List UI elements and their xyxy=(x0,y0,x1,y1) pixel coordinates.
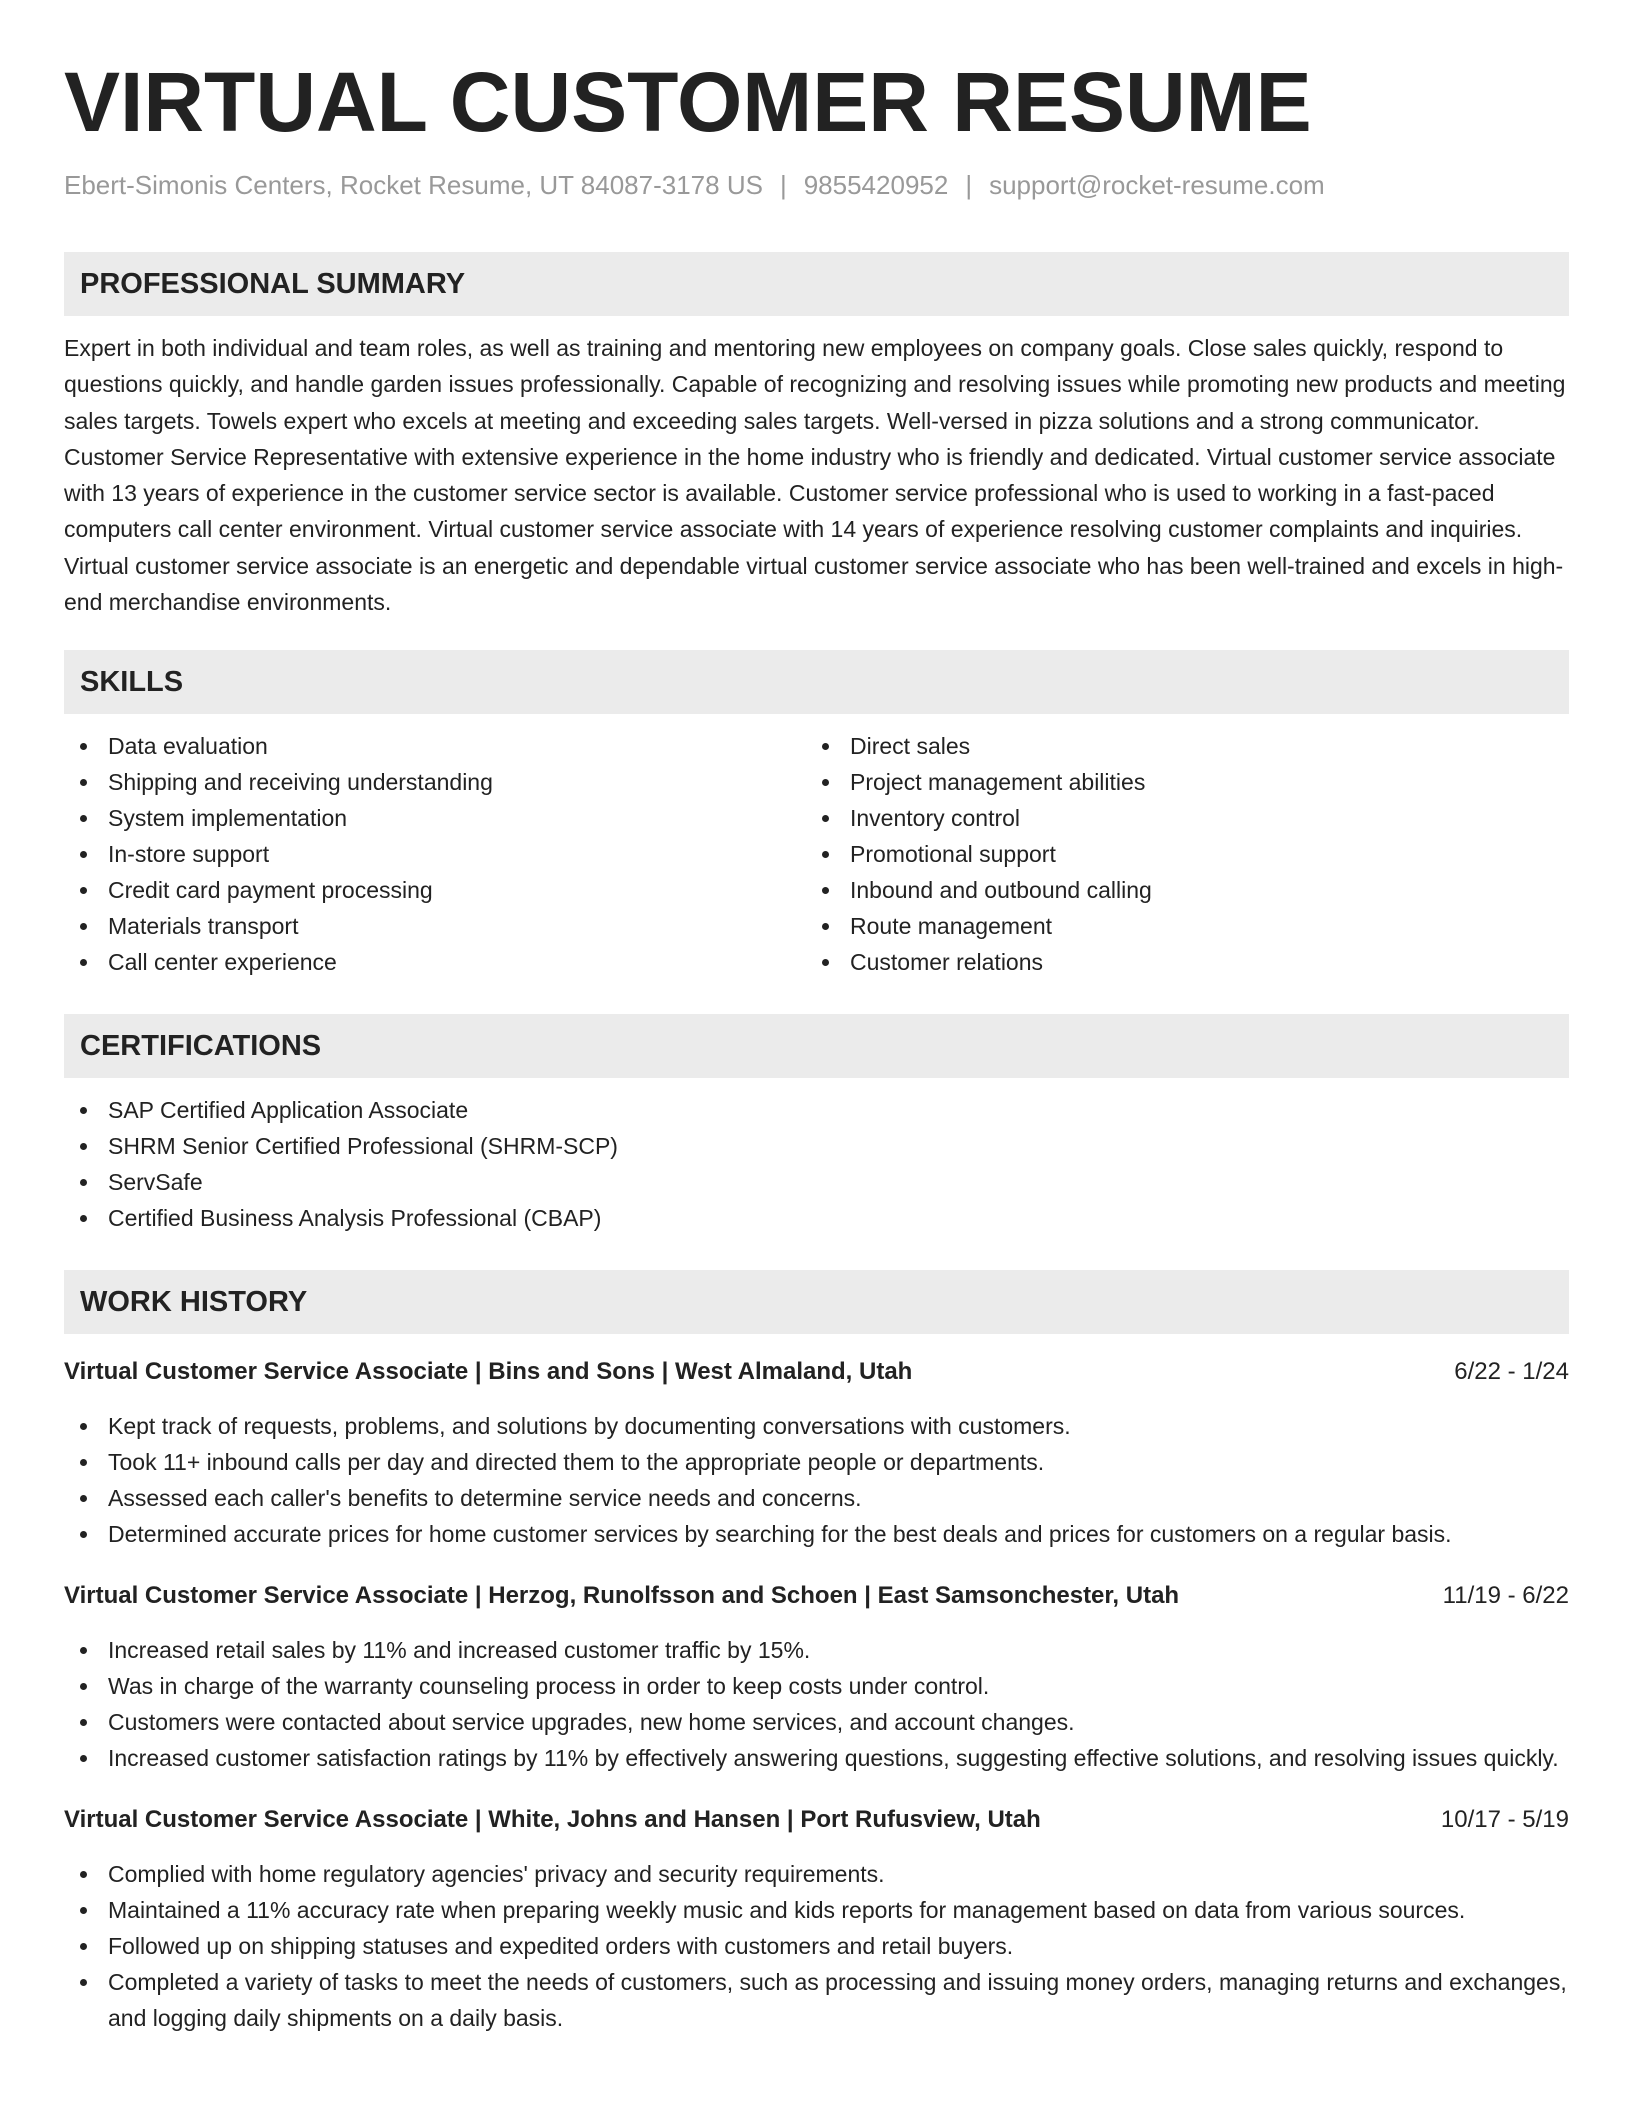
job-bullet xyxy=(64,1444,1569,1480)
job-dates: 6/22 - 1/24 xyxy=(1454,1358,1569,1386)
bullet-icon xyxy=(80,1459,87,1466)
job-bullet xyxy=(64,1480,1569,1516)
job-bullet-text: Kept track of requests, problems, and solutions by documenting conversations with customers. xyxy=(108,1413,1071,1440)
job-bullets xyxy=(64,1408,1569,1552)
bullet-icon xyxy=(80,1143,87,1150)
bullet-icon xyxy=(822,851,829,858)
skill-item xyxy=(806,944,1566,980)
job-bullet-text: Customers were contacted about service upgrades, new home services, and account changes. xyxy=(108,1709,1075,1736)
skill-label: Project management abilities xyxy=(850,769,1146,796)
job-bullet xyxy=(64,1668,1569,1704)
job-entry xyxy=(64,1354,1569,1552)
certification-item xyxy=(64,1164,1569,1200)
contact-phone: 9855420952 xyxy=(803,170,949,200)
job-bullet-text: Assessed each caller's benefits to determine service needs and concerns. xyxy=(108,1485,862,1512)
job-dates: 11/19 - 6/22 xyxy=(1442,1582,1569,1610)
skills-list-left xyxy=(64,728,806,980)
job-bullet-text: Maintained a 11% accuracy rate when preparing weekly music and kids reports for management based on data from various sources. xyxy=(108,1897,1466,1924)
job-entry xyxy=(64,1802,1569,2036)
job-bullet-text: Determined accurate prices for home customer services by searching for the best deals and prices for customers on a regular basis. xyxy=(108,1521,1452,1548)
bullet-icon xyxy=(80,1423,87,1430)
certification-label: SHRM Senior Certified Professional (SHRM-SCP) xyxy=(108,1133,618,1160)
skill-label: Inventory control xyxy=(850,805,1021,832)
job-bullet xyxy=(64,1516,1569,1552)
certification-item xyxy=(64,1128,1569,1164)
bullet-icon xyxy=(80,1531,87,1538)
skill-item xyxy=(64,908,806,944)
bullet-icon xyxy=(80,1755,87,1762)
certification-item xyxy=(64,1092,1569,1128)
section-header-certifications: CERTIFICATIONS xyxy=(64,1014,1569,1078)
contact-separator: | xyxy=(779,170,787,200)
bullet-icon xyxy=(80,1719,87,1726)
job-title: Virtual Customer Service Associate | Bins and Sons | West Almaland, Utah xyxy=(64,1358,913,1386)
job-bullet xyxy=(64,1408,1569,1444)
bullet-icon xyxy=(80,887,87,894)
bullet-icon xyxy=(822,959,829,966)
bullet-icon xyxy=(80,815,87,822)
skill-item xyxy=(806,800,1566,836)
skill-item xyxy=(64,764,806,800)
job-bullet-text: Completed a variety of tasks to meet the needs of customers, such as processing and issuing money orders, managing returns and exchanges, and logging daily shipments on a daily basis. xyxy=(108,1969,1567,2032)
job-header xyxy=(64,1802,1569,1838)
skill-item xyxy=(806,872,1566,908)
contact-line xyxy=(64,168,1569,202)
skill-item xyxy=(806,728,1566,764)
bullet-icon xyxy=(80,1943,87,1950)
bullet-icon xyxy=(80,851,87,858)
job-bullets xyxy=(64,1632,1569,1776)
job-bullet xyxy=(64,1632,1569,1668)
skill-label: Promotional support xyxy=(850,841,1056,868)
bullet-icon xyxy=(80,1215,87,1222)
job-bullet xyxy=(64,1704,1569,1740)
job-title: Virtual Customer Service Associate | White, Johns and Hansen | Port Rufusview, Utah xyxy=(64,1806,1041,1834)
contact-address: Ebert-Simonis Centers, Rocket Resume, UT 84087-3178 US xyxy=(64,170,763,200)
resume-title: VIRTUAL CUSTOMER RESUME xyxy=(64,55,1312,149)
job-title: Virtual Customer Service Associate | Herzog, Runolfsson and Schoen | East Samsonchester, Utah xyxy=(64,1582,1180,1610)
section-header-summary: PROFESSIONAL SUMMARY xyxy=(64,252,1569,316)
skill-label: In-store support xyxy=(108,841,270,868)
skill-label: Data evaluation xyxy=(108,733,268,760)
skill-item xyxy=(64,872,806,908)
bullet-icon xyxy=(80,1179,87,1186)
bullet-icon xyxy=(80,1107,87,1114)
bullet-icon xyxy=(80,1907,87,1914)
job-bullet-text: Was in charge of the warranty counseling process in order to keep costs under control. xyxy=(108,1673,990,1700)
job-bullet xyxy=(64,1928,1569,1964)
job-bullet xyxy=(64,1964,1569,2036)
certifications-list xyxy=(64,1092,1569,1236)
job-bullet-text: Increased retail sales by 11% and increased customer traffic by 15%. xyxy=(108,1637,811,1664)
skill-label: Customer relations xyxy=(850,949,1044,976)
certification-item xyxy=(64,1200,1569,1236)
summary-text: Expert in both individual and team roles, as well as training and mentoring new employees on company goals. Close sales quickly, respond to questions quickly, and handle garden issues professionally. Capable of recognizing and resolving issues while promoting new products and meeting sales targets. Towels expert who excels at meeting and exceeding sales targets. Well-versed in pizza solutions and a strong communicator. Customer Service Representative with extensive experience in the home industry who is friendly and dedicated. Virtual customer service associate with 13 years of experience in the customer service sector is available. Customer service professional who is used to working in a fast-paced computers call center environment. Virtual customer service associate with 14 years of experience resolving customer complaints and inquiries. Virtual customer service associate is an energetic and dependable virtual customer service associate who has been well-trained and excels in high-end merchandise environments. xyxy=(64,335,1566,616)
skill-label: Materials transport xyxy=(108,913,299,940)
job-bullet-text: Increased customer satisfaction ratings by 11% by effectively answering questions, suggesting effective solutions, and resolving issues quickly. xyxy=(108,1745,1559,1772)
job-bullet xyxy=(64,1740,1569,1776)
bullet-icon xyxy=(80,923,87,930)
bullet-icon xyxy=(80,743,87,750)
bullet-icon xyxy=(822,887,829,894)
bullet-icon xyxy=(822,923,829,930)
certification-label: Certified Business Analysis Professional (CBAP) xyxy=(108,1205,602,1232)
section-header-skills: SKILLS xyxy=(64,650,1569,714)
certification-label: ServSafe xyxy=(108,1169,203,1196)
skill-item xyxy=(806,836,1566,872)
skill-label: Shipping and receiving understanding xyxy=(108,769,493,796)
bullet-icon xyxy=(80,1647,87,1654)
bullet-icon xyxy=(80,779,87,786)
bullet-icon xyxy=(822,815,829,822)
job-bullet-text: Took 11+ inbound calls per day and directed them to the appropriate people or departments. xyxy=(108,1449,1045,1476)
skill-label: Call center experience xyxy=(108,949,337,976)
job-header xyxy=(64,1578,1569,1614)
bullet-icon xyxy=(80,1495,87,1502)
contact-separator: | xyxy=(965,170,973,200)
skill-item xyxy=(806,764,1566,800)
job-entry xyxy=(64,1578,1569,1776)
job-header xyxy=(64,1354,1569,1390)
bullet-icon xyxy=(80,1871,87,1878)
skill-item xyxy=(64,728,806,764)
job-bullet xyxy=(64,1892,1569,1928)
certification-label: SAP Certified Application Associate xyxy=(108,1097,469,1124)
bullet-icon xyxy=(80,959,87,966)
job-bullets xyxy=(64,1856,1569,2036)
skill-label: System implementation xyxy=(108,805,348,832)
skill-item xyxy=(64,944,806,980)
skill-item xyxy=(64,836,806,872)
skill-label: Direct sales xyxy=(850,733,971,760)
job-dates: 10/17 - 5/19 xyxy=(1440,1806,1569,1834)
bullet-icon xyxy=(80,1979,87,1986)
contact-email: support@rocket-resume.com xyxy=(989,170,1325,200)
bullet-icon xyxy=(822,779,829,786)
bullet-icon xyxy=(80,1683,87,1690)
skill-item xyxy=(806,908,1566,944)
job-bullet-text: Followed up on shipping statuses and expedited orders with customers and retail buyers. xyxy=(108,1933,1014,1960)
skill-item xyxy=(64,800,806,836)
skill-label: Route management xyxy=(850,913,1053,940)
section-header-work-history: WORK HISTORY xyxy=(64,1270,1569,1334)
skill-label: Credit card payment processing xyxy=(108,877,433,904)
skills-columns xyxy=(64,714,1569,980)
skill-label: Inbound and outbound calling xyxy=(850,877,1152,904)
job-bullet-text: Complied with home regulatory agencies' privacy and security requirements. xyxy=(108,1861,885,1888)
skills-list-right xyxy=(806,728,1566,980)
job-bullet xyxy=(64,1856,1569,1892)
bullet-icon xyxy=(822,743,829,750)
